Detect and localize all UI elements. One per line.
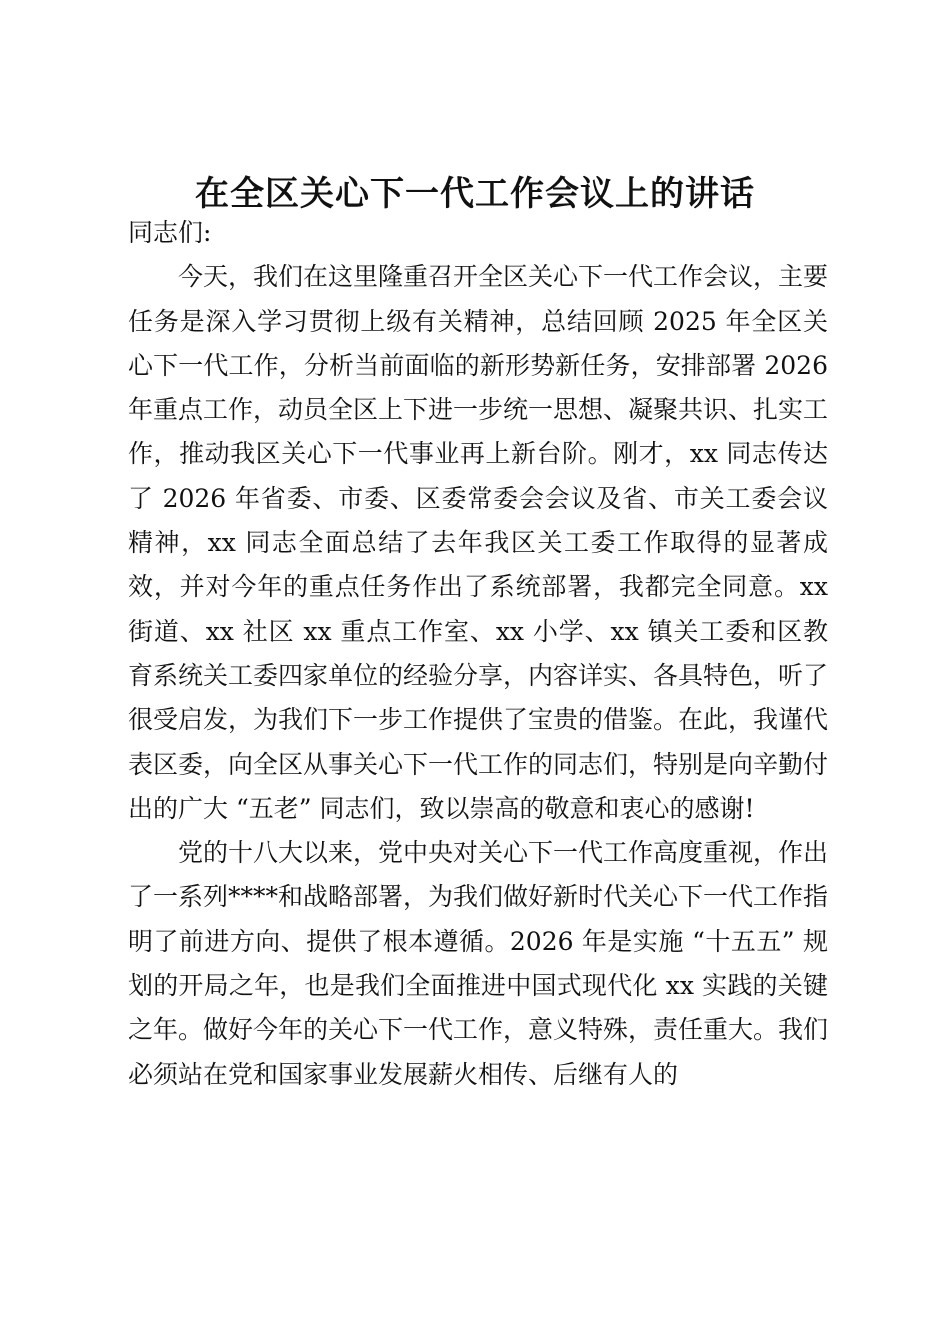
document-body xyxy=(128,211,828,1097)
paragraph-2: 党的十八大以来，党中央对关心下一代工作高度重视，作出了一系列****和战略部署，为我们做好新时代关心下一代工作指明了前进方向、提供了根本遵循。2026 年是实施 “十五五” 规划的开局之年，也是我们全面推进中国式现代化 xx 实践的关键之年。做好今年的关心下一代工作，意义特殊，责任重大。我们必须站在党和国家事业发展薪火相传、后继有人的 xyxy=(128,838,829,1089)
salutation: 同志们: xyxy=(128,218,212,247)
document-title: 在全区关心下一代工作会议上的讲话 xyxy=(195,174,755,214)
paragraph-1: 今天，我们在这里隆重召开全区关心下一代工作会议，主要任务是深入学习贯彻上级有关精神，总结回顾 2025 年全区关心下一代工作，分析当前面临的新形势新任务，安排部署 2026 年重点工作，动员全区上下进一步统一思想、凝聚共识、扎实工作，推动我区关心下一代事业再上新台阶。刚才，xx 同志传达了 2026 年省委、市委、区委常委会会议及省、市关工委会议精神，xx 同志全面总结了去年我区关工委工作取得的显著成效，并对今年的重点任务作出了系统部署，我都完全同意。xx 街道、xx 社区 xx 重点工作室、xx 小学、xx 镇关工委和区教育系统关工委四家单位的经验分享，内容详实、各具特色，听了很受启发，为我们下一步工作提供了宝贵的借鉴。在此，我谨代表区委，向全区从事关心下一代工作的同志们，特别是向辛勤付出的广大 “五老” 同志们，致以崇高的敬意和衷心的感谢! xyxy=(128,262,829,823)
